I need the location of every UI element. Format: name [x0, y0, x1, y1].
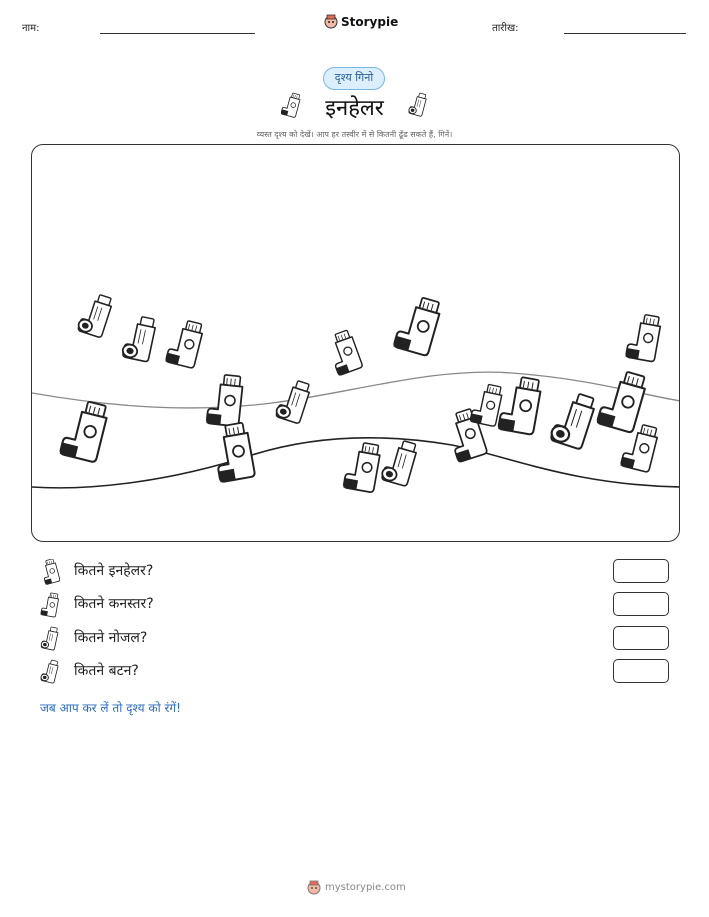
question-row	[40, 592, 670, 618]
question-row	[40, 559, 670, 585]
inhaler-item	[60, 398, 110, 463]
nozzle-icon	[40, 626, 60, 652]
question-text: कितने कनस्तर?	[74, 596, 154, 612]
name-label: नाम:	[22, 23, 40, 34]
brand-logo	[324, 14, 398, 29]
question-text: कितने बटन?	[74, 663, 139, 679]
inhaler-item	[498, 375, 542, 435]
inhaler-icon	[40, 559, 60, 585]
inhaler-item	[393, 294, 442, 357]
inhaler-item	[325, 329, 363, 375]
inhaler-item	[343, 441, 381, 493]
answer-box[interactable]	[613, 559, 669, 583]
question-text: कितने नोजल?	[74, 630, 148, 646]
inhaler-item	[381, 438, 419, 487]
site-url: mystorypie.com	[325, 882, 406, 893]
inhaler-item	[597, 368, 648, 433]
inhaler-item	[211, 422, 255, 482]
answer-box[interactable]	[613, 659, 669, 683]
inhaler-item	[275, 377, 312, 424]
counting-scene	[31, 144, 680, 542]
page-title: इनहेलर	[325, 96, 384, 121]
brand-name: Storypie	[341, 14, 399, 29]
activity-badge: दृश्य गिनो	[323, 67, 385, 90]
answer-box[interactable]	[613, 592, 669, 616]
question-text: कितने इनहेलर?	[74, 563, 154, 579]
storypie-mascot-icon	[307, 880, 321, 895]
inhaler-item	[626, 313, 662, 362]
inhaler-item	[166, 318, 205, 369]
scene-illustration	[32, 145, 680, 542]
question-row	[40, 659, 670, 685]
question-row	[40, 626, 670, 652]
site-footer	[307, 880, 406, 895]
date-label: तारीख:	[492, 23, 519, 34]
instruction-text: व्यस्त दृश्य को देखें। आप हर तस्वीर में से कितनी ढूँढ सकते हैं, गिनें।	[256, 130, 453, 139]
inhaler-item	[470, 382, 503, 426]
inhaler-item	[121, 314, 156, 362]
inhaler-item	[206, 373, 243, 426]
coloring-instruction: जब आप कर लें तो दृश्य को रंगें!	[40, 701, 181, 715]
inhaler-item	[77, 291, 114, 338]
canister-icon	[40, 592, 60, 618]
answer-box[interactable]	[613, 626, 669, 650]
storypie-mascot-icon	[324, 14, 338, 29]
date-line[interactable]	[564, 33, 686, 34]
button-icon	[40, 659, 60, 685]
name-line[interactable]	[100, 33, 255, 34]
inhaler-icon	[408, 92, 428, 118]
inhaler-item	[549, 389, 597, 449]
